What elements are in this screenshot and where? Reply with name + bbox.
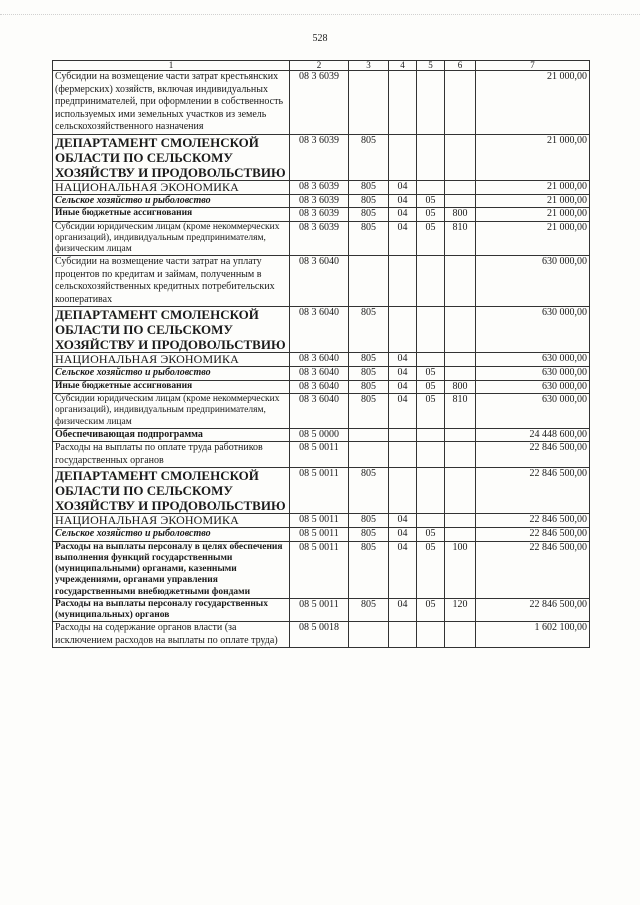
amount: 21 000,00 bbox=[476, 180, 590, 194]
department-code bbox=[349, 256, 389, 307]
expense-type-code bbox=[445, 367, 476, 381]
expense-type-code: 100 bbox=[445, 541, 476, 598]
amount: 22 846 500,00 bbox=[476, 598, 590, 621]
department-code: 805 bbox=[349, 307, 389, 353]
target-article-code: 08 3 6040 bbox=[290, 380, 349, 394]
amount: 630 000,00 bbox=[476, 307, 590, 353]
expense-type-code bbox=[445, 528, 476, 542]
column-number: 5 bbox=[417, 61, 445, 71]
expense-type-code bbox=[445, 307, 476, 353]
section-code bbox=[389, 71, 417, 135]
section-code: 04 bbox=[389, 514, 417, 528]
row-name: Субсидии на возмещение части затрат на уплату процентов по кредитам и займам, полученным в сельскохозяйственных кредитных потребительских кооперативах bbox=[53, 256, 290, 307]
subsection-code: 05 bbox=[417, 367, 445, 381]
table-row bbox=[53, 307, 590, 353]
expense-type-code bbox=[445, 256, 476, 307]
section-code: 04 bbox=[389, 367, 417, 381]
target-article-code: 08 3 6039 bbox=[290, 71, 349, 135]
table-row bbox=[53, 256, 590, 307]
row-name: ДЕПАРТАМЕНТ СМОЛЕНСКОЙ ОБЛАСТИ ПО СЕЛЬСКОМУ ХОЗЯЙСТВУ И ПРОДОВОЛЬСТВИЮ bbox=[53, 134, 290, 180]
section-code: 04 bbox=[389, 353, 417, 367]
budget-table bbox=[52, 60, 590, 648]
section-code bbox=[389, 468, 417, 514]
subsection-code bbox=[417, 442, 445, 468]
department-code: 805 bbox=[349, 598, 389, 621]
department-code bbox=[349, 71, 389, 135]
amount: 21 000,00 bbox=[476, 221, 590, 256]
subsection-code bbox=[417, 622, 445, 648]
target-article-code: 08 3 6040 bbox=[290, 353, 349, 367]
table-row bbox=[53, 428, 590, 442]
expense-type-code: 800 bbox=[445, 208, 476, 222]
subsection-code bbox=[417, 514, 445, 528]
target-article-code: 08 5 0011 bbox=[290, 598, 349, 621]
row-name: Расходы на выплаты по оплате труда работников государственных органов bbox=[53, 442, 290, 468]
target-article-code: 08 3 6039 bbox=[290, 221, 349, 256]
section-code bbox=[389, 307, 417, 353]
table-row bbox=[53, 380, 590, 394]
row-name: Расходы на выплаты персоналу в целях обеспечения выполнения функций государственными (муниципальными) органами, казенными учреждениями, органами управления государственными внебюджетными фондами bbox=[53, 541, 290, 598]
department-code: 805 bbox=[349, 221, 389, 256]
table-row bbox=[53, 541, 590, 598]
row-name: Иные бюджетные ассигнования bbox=[53, 208, 290, 222]
target-article-code: 08 5 0000 bbox=[290, 428, 349, 442]
amount: 24 448 600,00 bbox=[476, 428, 590, 442]
subsection-code bbox=[417, 180, 445, 194]
department-code: 805 bbox=[349, 468, 389, 514]
department-code: 805 bbox=[349, 194, 389, 208]
expense-type-code bbox=[445, 428, 476, 442]
column-number: 2 bbox=[290, 61, 349, 71]
table-row bbox=[53, 180, 590, 194]
subsection-code: 05 bbox=[417, 208, 445, 222]
target-article-code: 08 3 6040 bbox=[290, 307, 349, 353]
department-code bbox=[349, 442, 389, 468]
subsection-code: 05 bbox=[417, 194, 445, 208]
amount: 22 846 500,00 bbox=[476, 468, 590, 514]
row-name: ДЕПАРТАМЕНТ СМОЛЕНСКОЙ ОБЛАСТИ ПО СЕЛЬСКОМУ ХОЗЯЙСТВУ И ПРОДОВОЛЬСТВИЮ bbox=[53, 468, 290, 514]
department-code: 805 bbox=[349, 528, 389, 542]
row-name: Иные бюджетные ассигнования bbox=[53, 380, 290, 394]
table-row bbox=[53, 71, 590, 135]
subsection-code bbox=[417, 428, 445, 442]
row-name: Сельское хозяйство и рыболовство bbox=[53, 194, 290, 208]
department-code: 805 bbox=[349, 208, 389, 222]
target-article-code: 08 5 0011 bbox=[290, 528, 349, 542]
subsection-code bbox=[417, 353, 445, 367]
subsection-code bbox=[417, 71, 445, 135]
expense-type-code bbox=[445, 71, 476, 135]
department-code: 805 bbox=[349, 180, 389, 194]
section-code: 04 bbox=[389, 598, 417, 621]
expense-type-code bbox=[445, 442, 476, 468]
table-row bbox=[53, 134, 590, 180]
section-code: 04 bbox=[389, 180, 417, 194]
table-row bbox=[53, 353, 590, 367]
column-number: 4 bbox=[389, 61, 417, 71]
table-row bbox=[53, 194, 590, 208]
section-code bbox=[389, 134, 417, 180]
table-row bbox=[53, 468, 590, 514]
table-row bbox=[53, 208, 590, 222]
section-code: 04 bbox=[389, 380, 417, 394]
amount: 22 846 500,00 bbox=[476, 514, 590, 528]
amount: 630 000,00 bbox=[476, 353, 590, 367]
row-name: НАЦИОНАЛЬНАЯ ЭКОНОМИКА bbox=[53, 180, 290, 194]
target-article-code: 08 3 6040 bbox=[290, 367, 349, 381]
section-code: 04 bbox=[389, 208, 417, 222]
target-article-code: 08 5 0011 bbox=[290, 514, 349, 528]
column-number: 7 bbox=[476, 61, 590, 71]
section-code: 04 bbox=[389, 394, 417, 429]
row-name: НАЦИОНАЛЬНАЯ ЭКОНОМИКА bbox=[53, 514, 290, 528]
expense-type-code: 810 bbox=[445, 221, 476, 256]
expense-type-code bbox=[445, 622, 476, 648]
row-name: ДЕПАРТАМЕНТ СМОЛЕНСКОЙ ОБЛАСТИ ПО СЕЛЬСКОМУ ХОЗЯЙСТВУ И ПРОДОВОЛЬСТВИЮ bbox=[53, 307, 290, 353]
expense-type-code bbox=[445, 353, 476, 367]
section-code: 04 bbox=[389, 194, 417, 208]
department-code: 805 bbox=[349, 353, 389, 367]
amount: 21 000,00 bbox=[476, 194, 590, 208]
expense-type-code: 800 bbox=[445, 380, 476, 394]
department-code bbox=[349, 622, 389, 648]
amount: 21 000,00 bbox=[476, 208, 590, 222]
row-name: Сельское хозяйство и рыболовство bbox=[53, 367, 290, 381]
target-article-code: 08 3 6039 bbox=[290, 180, 349, 194]
table-row bbox=[53, 514, 590, 528]
expense-type-code: 120 bbox=[445, 598, 476, 621]
subsection-code: 05 bbox=[417, 380, 445, 394]
table-row bbox=[53, 442, 590, 468]
section-code: 04 bbox=[389, 541, 417, 598]
expense-type-code bbox=[445, 180, 476, 194]
column-number-row bbox=[53, 61, 590, 71]
row-name: Субсидии на возмещение части затрат крестьянских (фермерских) хозяйств, включая индивидуальных предпринимателей, при оформлении в собственность используемых ими земельных участков из земель сельскохозяйственного назначения bbox=[53, 71, 290, 135]
amount: 630 000,00 bbox=[476, 380, 590, 394]
table-row bbox=[53, 622, 590, 648]
target-article-code: 08 5 0011 bbox=[290, 468, 349, 514]
amount: 22 846 500,00 bbox=[476, 442, 590, 468]
section-code bbox=[389, 442, 417, 468]
row-name: Расходы на содержание органов власти (за исключением расходов на выплаты по оплате труда) bbox=[53, 622, 290, 648]
department-code: 805 bbox=[349, 394, 389, 429]
table-row bbox=[53, 598, 590, 621]
department-code: 805 bbox=[349, 134, 389, 180]
section-code bbox=[389, 428, 417, 442]
department-code: 805 bbox=[349, 380, 389, 394]
target-article-code: 08 5 0011 bbox=[290, 442, 349, 468]
row-name: Сельское хозяйство и рыболовство bbox=[53, 528, 290, 542]
target-article-code: 08 3 6040 bbox=[290, 394, 349, 429]
expense-type-code bbox=[445, 468, 476, 514]
subsection-code: 05 bbox=[417, 221, 445, 256]
department-code: 805 bbox=[349, 541, 389, 598]
expense-type-code bbox=[445, 134, 476, 180]
expense-type-code bbox=[445, 514, 476, 528]
row-name: НАЦИОНАЛЬНАЯ ЭКОНОМИКА bbox=[53, 353, 290, 367]
row-name: Расходы на выплаты персоналу государственных (муниципальных) органов bbox=[53, 598, 290, 621]
amount: 22 846 500,00 bbox=[476, 541, 590, 598]
department-code: 805 bbox=[349, 367, 389, 381]
subsection-code bbox=[417, 307, 445, 353]
subsection-code bbox=[417, 468, 445, 514]
expense-type-code: 810 bbox=[445, 394, 476, 429]
amount: 630 000,00 bbox=[476, 256, 590, 307]
amount: 21 000,00 bbox=[476, 134, 590, 180]
row-name: Субсидии юридическим лицам (кроме некоммерческих организаций), индивидуальным предпринимателям, физическим лицам bbox=[53, 394, 290, 429]
subsection-code: 05 bbox=[417, 528, 445, 542]
target-article-code: 08 5 0018 bbox=[290, 622, 349, 648]
row-name: Обеспечивающая подпрограмма bbox=[53, 428, 290, 442]
table-body bbox=[53, 71, 590, 648]
target-article-code: 08 3 6040 bbox=[290, 256, 349, 307]
page-number: 528 bbox=[312, 33, 328, 44]
table-row bbox=[53, 221, 590, 256]
column-number: 3 bbox=[349, 61, 389, 71]
subsection-code bbox=[417, 256, 445, 307]
section-code bbox=[389, 256, 417, 307]
column-number: 1 bbox=[53, 61, 290, 71]
target-article-code: 08 3 6039 bbox=[290, 134, 349, 180]
amount: 630 000,00 bbox=[476, 367, 590, 381]
target-article-code: 08 3 6039 bbox=[290, 208, 349, 222]
expense-type-code bbox=[445, 194, 476, 208]
table-row bbox=[53, 528, 590, 542]
amount: 22 846 500,00 bbox=[476, 528, 590, 542]
section-code: 04 bbox=[389, 221, 417, 256]
section-code bbox=[389, 622, 417, 648]
target-article-code: 08 5 0011 bbox=[290, 541, 349, 598]
amount: 21 000,00 bbox=[476, 71, 590, 135]
subsection-code bbox=[417, 134, 445, 180]
target-article-code: 08 3 6039 bbox=[290, 194, 349, 208]
department-code bbox=[349, 428, 389, 442]
subsection-code: 05 bbox=[417, 541, 445, 598]
section-code: 04 bbox=[389, 528, 417, 542]
subsection-code: 05 bbox=[417, 394, 445, 429]
table-row bbox=[53, 394, 590, 429]
subsection-code: 05 bbox=[417, 598, 445, 621]
table-row bbox=[53, 367, 590, 381]
department-code: 805 bbox=[349, 514, 389, 528]
column-number: 6 bbox=[445, 61, 476, 71]
amount: 1 602 100,00 bbox=[476, 622, 590, 648]
amount: 630 000,00 bbox=[476, 394, 590, 429]
row-name: Субсидии юридическим лицам (кроме некоммерческих организаций), индивидуальным предпринимателям, физическим лицам bbox=[53, 221, 290, 256]
